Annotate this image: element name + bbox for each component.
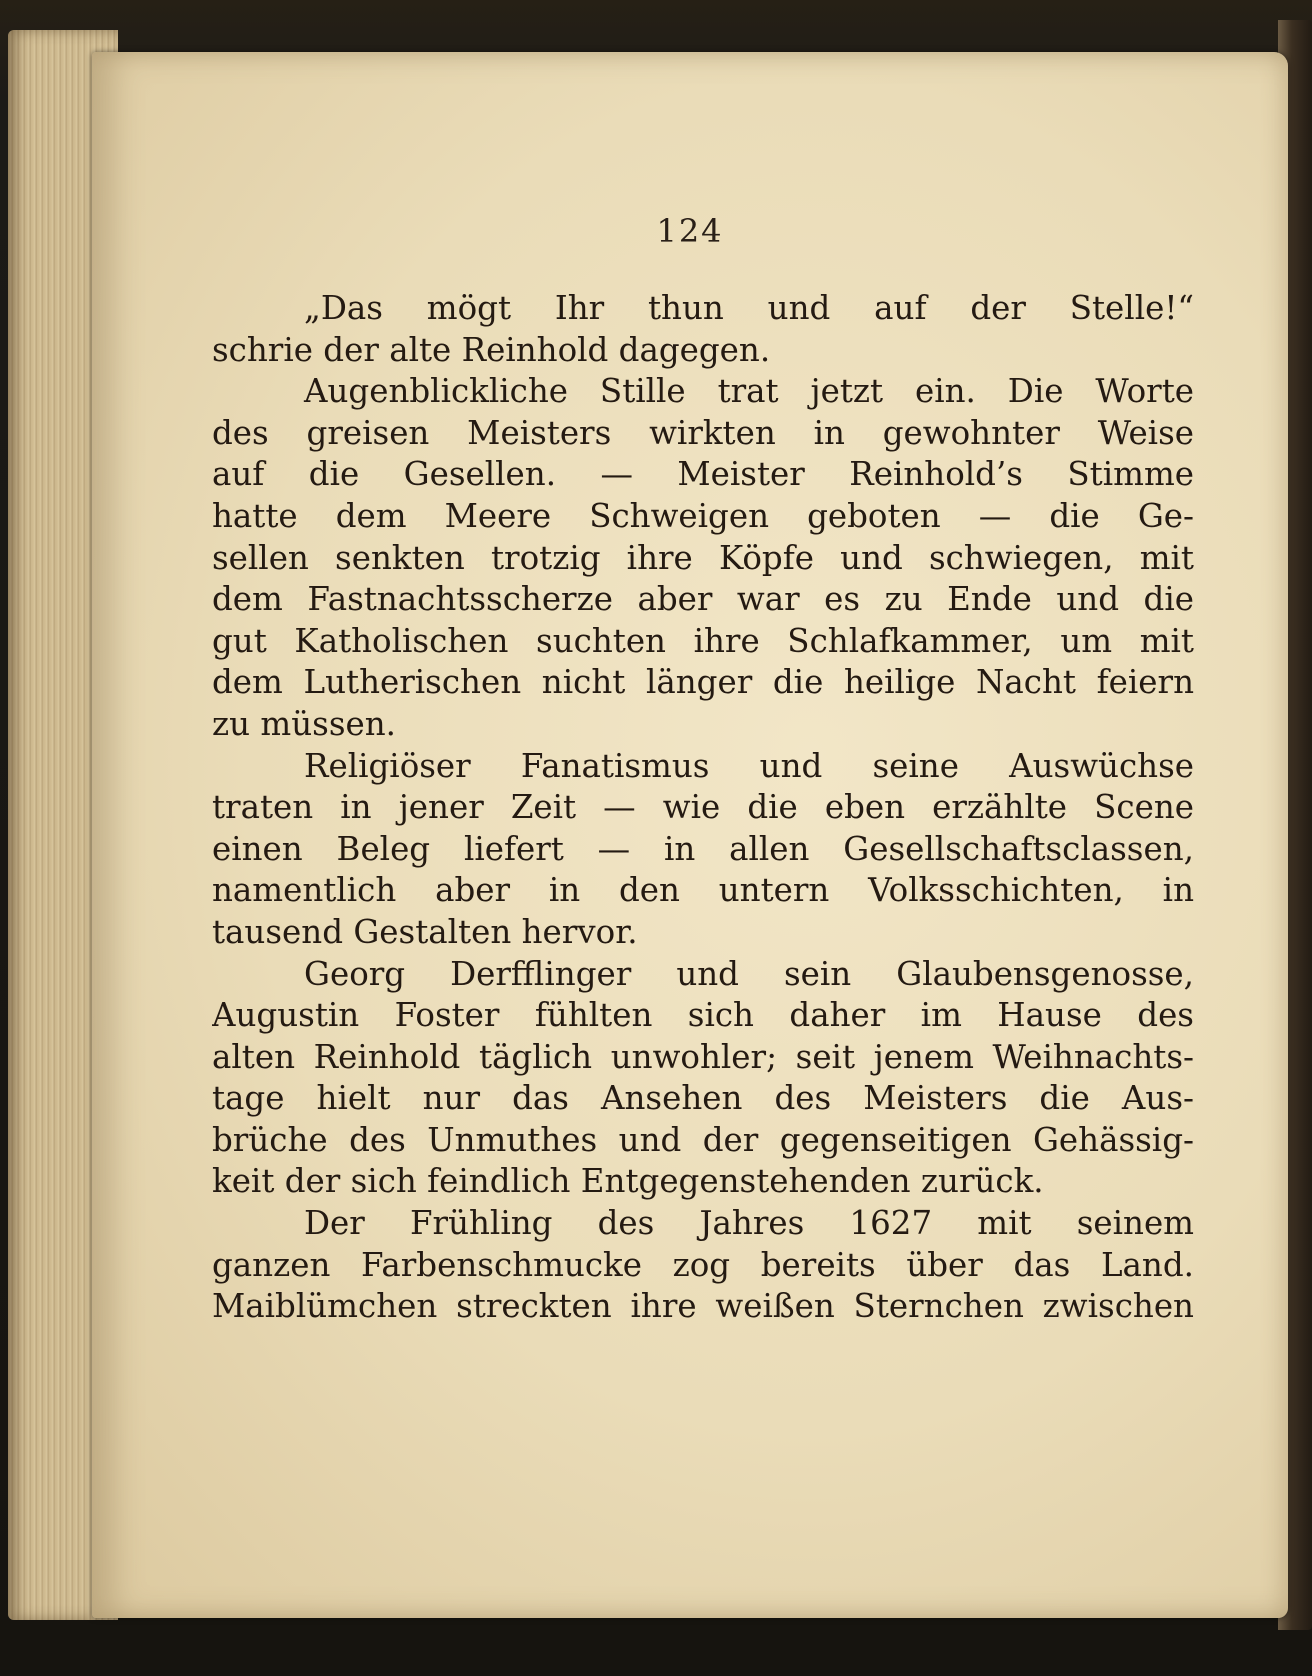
page-number: 124 <box>656 212 724 250</box>
text-line: dem Fastnachtsscherze aber war es zu Ende und die <box>212 580 1194 619</box>
text-line: ganzen Farbenschmucke zog bereits über das Land. <box>212 1245 1194 1284</box>
page-text <box>212 288 1194 1328</box>
text-line: brüche des Unmuthes und der gegenseitigen Gehässig- <box>212 1120 1194 1159</box>
text-line: Der Frühling des Jahres 1627 mit seinem <box>304 1204 1194 1243</box>
text-line: Maiblümchen streckten ihre weißen Sternchen zwischen <box>212 1287 1194 1326</box>
text-line: auf die Gesellen. — Meister Reinhold’s Stimme <box>212 455 1194 494</box>
text-line: Augustin Foster fühlten sich daher im Hause des <box>212 996 1194 1035</box>
text-line: alten Reinhold täglich unwohler; seit jenem Weihnachts- <box>212 1037 1194 1076</box>
text-line: tausend Gestalten hervor. <box>212 912 638 951</box>
text-line: Religiöser Fanatismus und seine Auswüchse <box>304 746 1194 785</box>
text-line: tage hielt nur das Ansehen des Meisters die Aus- <box>212 1079 1194 1118</box>
text-line: gut Katholischen suchten ihre Schlafkammer, um mit <box>212 621 1194 660</box>
text-line: einen Beleg liefert — in allen Gesellschaftsclassen, <box>212 829 1194 868</box>
text-line: sellen senkten trotzig ihre Köpfe und schwiegen, mit <box>212 538 1194 577</box>
text-line: schrie der alte Reinhold dagegen. <box>212 330 771 369</box>
text-line: traten in jener Zeit — wie die eben erzählte Scene <box>212 788 1194 827</box>
text-line: zu müssen. <box>212 704 396 743</box>
text-line: namentlich aber in den untern Volksschichten, in <box>212 871 1194 910</box>
text-line: „Das mögt Ihr thun und auf der Stelle!“ <box>304 289 1194 327</box>
text-line: dem Lutherischen nicht länger die heilige Nacht feiern <box>212 663 1194 702</box>
text-line: Augenblickliche Stille trat jetzt ein. Die Worte <box>304 372 1194 411</box>
text-line: keit der sich feindlich Entgegenstehenden zurück. <box>212 1162 1044 1201</box>
text-line: hatte dem Meere Schweigen geboten — die Ge- <box>212 496 1194 535</box>
text-line: Georg Derfflinger und sein Glaubensgenosse, <box>304 954 1194 993</box>
text-line: des greisen Meisters wirkten in gewohnter Weise <box>212 413 1194 452</box>
